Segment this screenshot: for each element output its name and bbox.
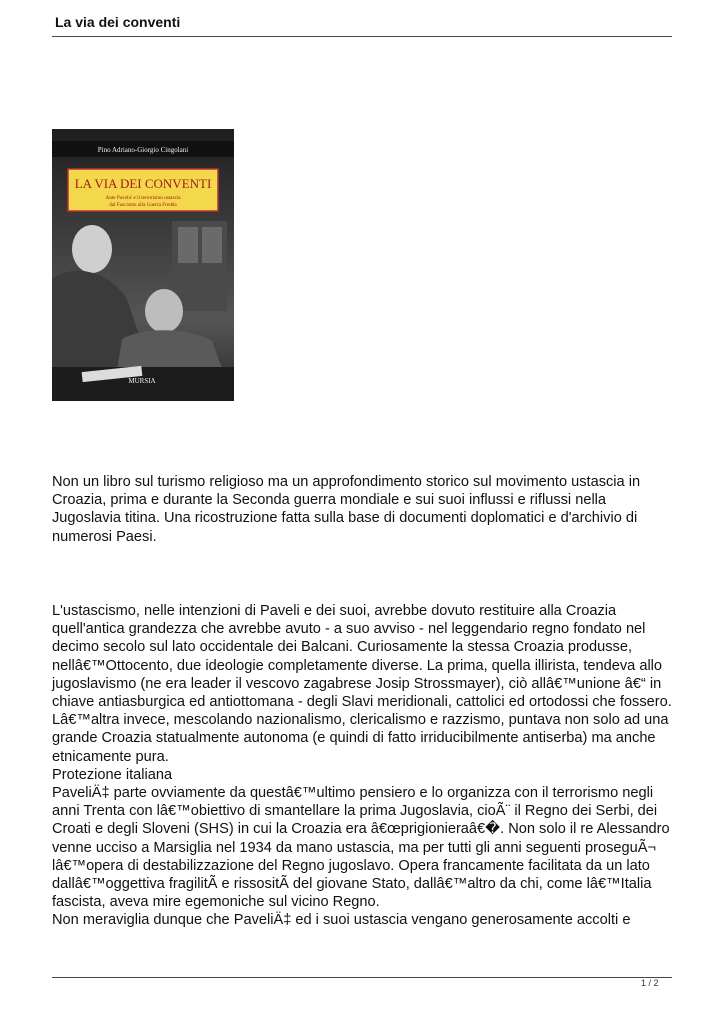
text-line: etnicamente pura. — [52, 748, 169, 765]
text-line: numerosi Paesi. — [52, 528, 157, 545]
text-line: decimo secolo sul lato occidentale dei Balcani. Curiosamente la stessa Croazia produsse, — [52, 639, 633, 656]
text-line: anni Trenta con lâ€™obiettivo di smantellare la prima Jugoslavia, cioÃ¨ il Regno dei Serbi, dei — [52, 803, 658, 820]
text-line: chiave antiasburgica ed antiottomana - degli Slavi meridionali, cattolici ed ortodossi che fossero. — [52, 694, 672, 711]
text-line: lâ€™opera di destabilizzazione del Regno jugoslavo. Opera francamente facilitata da un lato — [52, 857, 650, 874]
cover-title: LA VIA DEI CONVENTI — [74, 176, 212, 191]
text-line: Lâ€™altra invece, mescolando nazionalismo, clericalismo e razzismo, puntava non solo ad una — [52, 712, 669, 729]
cover-subtitle-line1: Ante Pavelić e il terrorismo ustascia — [105, 195, 181, 201]
text-line: venne ucciso a Marsiglia nel 1934 da mano ustascia, ma per tutti gli anni seguenti proseguÃ¬ — [52, 839, 656, 856]
text-line: nellâ€™Ottocento, due ideologie completamente diverse. La prima, quella illirista, tendeva allo — [52, 657, 663, 674]
footer-divider — [52, 977, 672, 978]
header-divider — [52, 36, 672, 37]
intro-paragraph — [52, 473, 677, 546]
text-line: Non meraviglia dunque che PaveliÄ‡ ed i suoi ustascia vengano generosamente accolti e — [52, 912, 631, 929]
page-number: 1 / 2 — [641, 978, 659, 988]
cover-publisher: MURSIA — [128, 377, 156, 385]
section-heading: Protezione italiana — [52, 766, 173, 783]
text-line: quell'antica grandezza che avrebbe avuto - a suo avviso - nel leggendario regno fondato nel — [52, 621, 646, 638]
text-line: Croati e degli Sloveni (SHS) in cui la Croazia era â€œprigionieraâ€�. Non solo il re Alessandro — [52, 821, 670, 838]
document-title: La via dei conventi — [55, 14, 181, 30]
text-line: Jugoslavia titina. Una ricostruzione fatta sulla base di documenti doplomatici e d'archivio di — [52, 510, 638, 527]
text-line: fascista, aveva mire egemoniche sul vicino Regno. — [52, 894, 380, 911]
cover-authors: Pino Adriano-Giorgio Cingolani — [97, 146, 189, 154]
book-cover-image — [52, 129, 234, 401]
text-line: dallâ€™oggettiva fragilitÃ e rissositÃ del giovane Stato, dallâ€™altro da chi, come lâ€™Italia — [52, 876, 652, 893]
text-line: grande Croazia statualmente autonoma (e quindi di fatto irriducibilmente antiserba) ma anche — [52, 730, 656, 747]
text-line: Croazia, prima e durante la Seconda guerra mondiale e sui suoi influssi e riflussi nella — [52, 492, 607, 509]
text-line: PaveliÄ‡ parte ovviamente da questâ€™ultimo pensiero e lo organizza con il terrorismo negli — [52, 785, 654, 802]
text-line: Non un libro sul turismo religioso ma un approfondimento storico sul movimento ustascia in — [52, 474, 641, 490]
cover-subtitle-line2: dal Fascismo alla Guerra Fredda — [109, 202, 177, 208]
text-line: jugoslavismo (ne era leader il vescovo zagabrese Josip Strossmayer), ciò allâ€™unione â€“ in — [52, 675, 662, 692]
main-paragraph — [52, 602, 677, 930]
text-line: L'ustascismo, nelle intenzioni di Paveli e dei suoi, avrebbe dovuto restituire alla Croazia — [52, 603, 617, 619]
